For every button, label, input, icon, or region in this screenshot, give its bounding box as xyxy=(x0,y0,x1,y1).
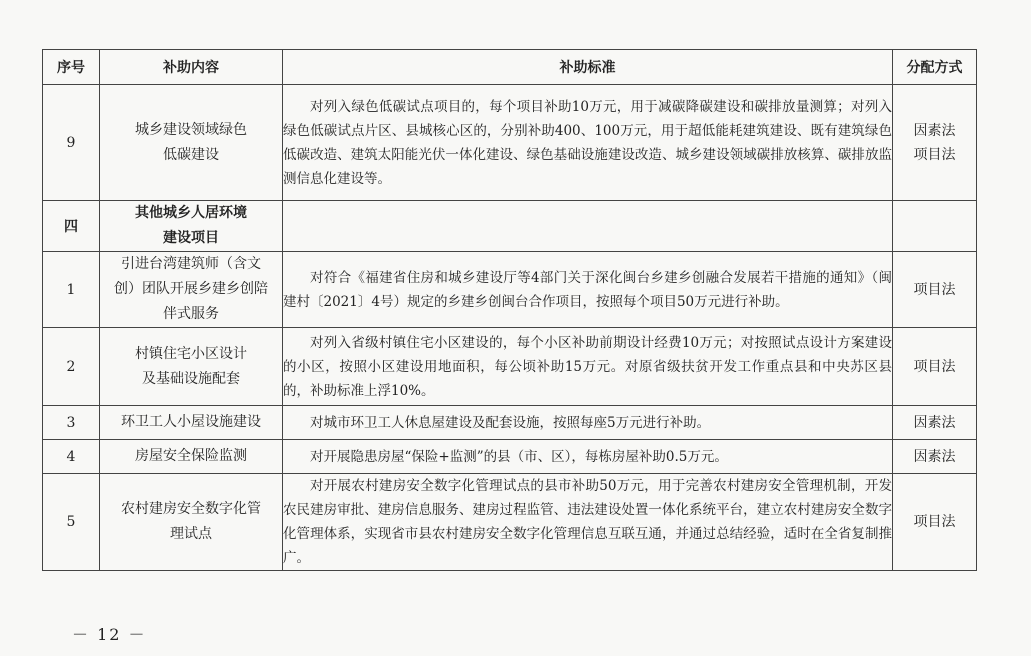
cell-content xyxy=(100,252,283,328)
content-line: 城乡建设领域绿色 xyxy=(135,121,247,138)
content-line: 理试点 xyxy=(170,526,212,542)
cell-content xyxy=(100,440,283,474)
content-line: 及基础设施配套 xyxy=(142,370,240,387)
method-line: 因素法 xyxy=(913,122,956,139)
content-line: 房屋安全保险监测 xyxy=(135,448,247,464)
content-line: 其他城乡人居环境 xyxy=(135,205,247,221)
cell-standard xyxy=(283,85,893,201)
table-row xyxy=(43,201,977,252)
cell-standard xyxy=(283,474,893,571)
cell-standard xyxy=(283,252,893,328)
cell-method xyxy=(893,328,977,406)
cell-standard xyxy=(283,201,893,252)
table-body xyxy=(43,85,977,571)
table-row xyxy=(43,85,977,201)
method-line: 项目法 xyxy=(913,514,956,530)
header-seq: 序号 xyxy=(43,50,100,85)
cell-seq: 2 xyxy=(43,328,100,406)
cell-content xyxy=(100,201,283,252)
method-line: 项目法 xyxy=(913,358,956,375)
content-line: 创）团队开展乡建乡创陪 xyxy=(114,281,268,297)
cell-seq: 5 xyxy=(43,474,100,571)
content-line: 环卫工人小屋设施建设 xyxy=(121,414,261,430)
method-line: 因素法 xyxy=(913,448,956,465)
table-row xyxy=(43,328,977,406)
content-line: 农村建房安全数字化管 xyxy=(121,501,261,517)
cell-content xyxy=(100,474,283,571)
method-line: 项目法 xyxy=(913,281,956,298)
content-line: 低碳建设 xyxy=(163,146,219,163)
header-standard: 补助标准 xyxy=(283,50,893,85)
standard-text: 对城市环卫工人休息屋建设及配套设施，按照每座5万元进行补助。 xyxy=(310,414,711,431)
cell-standard xyxy=(283,406,893,440)
table-row xyxy=(43,440,977,474)
content-line: 村镇住宅小区设计 xyxy=(135,345,247,362)
cell-method xyxy=(893,406,977,440)
subsidy-table xyxy=(42,49,977,571)
cell-seq: 4 xyxy=(43,440,100,474)
cell-content xyxy=(100,85,283,201)
standard-text: 对列入绿色低碳试点项目的，每个项目补助10万元，用于减碳降碳建设和碳排放量测算；对列入绿色低碳试点片区、县城核心区的，分别补助400、100万元，用于超低能耗建筑建设、既有建筑绿色低碳改造、建筑太阳能光伏一体化建设、绿色基础设施建设改造、城乡建设领域碳排放核算、碳排放监测信息化建设等。 xyxy=(283,98,892,187)
table-row xyxy=(43,252,977,328)
cell-method xyxy=(893,201,977,252)
table-row xyxy=(43,474,977,571)
content-line: 建设项目 xyxy=(163,230,219,246)
header-method: 分配方式 xyxy=(893,50,977,85)
cell-method xyxy=(893,252,977,328)
standard-text: 对开展农村建房安全数字化管理试点的县市补助50万元，用于完善农村建房安全管理机制，开发农民建房审批、建房信息服务、建房过程监管、违法建设处置一体化系统平台，建立农村建房安全数字化管理体系，实现省市县农村建房安全数字化管理信息互联互通，并通过总结经验，适时在全省复制推广。 xyxy=(283,478,892,566)
cell-method xyxy=(893,85,977,201)
table-row xyxy=(43,406,977,440)
cell-method xyxy=(893,440,977,474)
cell-seq: 3 xyxy=(43,406,100,440)
table-header-row xyxy=(43,50,977,85)
cell-standard xyxy=(283,440,893,474)
cell-standard xyxy=(283,328,893,406)
cell-content xyxy=(100,406,283,440)
method-line: 因素法 xyxy=(913,414,956,431)
cell-method xyxy=(893,474,977,571)
standard-text: 对列入省级村镇住宅小区建设的，每个小区补助前期设计经费10万元；对按照试点设计方案建设的小区，按照小区建设用地面积，每公顷补助15万元。对原省级扶贫开发工作重点县和中央苏区县的，补助标准上浮10%。 xyxy=(283,334,892,399)
content-line: 伴式服务 xyxy=(163,306,219,322)
cell-seq: 9 xyxy=(43,85,100,201)
cell-seq: 1 xyxy=(43,252,100,328)
method-line: 项目法 xyxy=(913,146,956,163)
cell-seq: 四 xyxy=(43,201,100,252)
content-line: 引进台湾建筑师（含文 xyxy=(121,256,261,272)
standard-text: 对符合《福建省住房和城乡建设厅等4部门关于深化闽台乡建乡创融合发展若干措施的通知》（闽建村〔2021〕4号）规定的乡建乡创闽台合作项目，按照每个项目50万元进行补助。 xyxy=(283,269,892,310)
page-number: － 12 － xyxy=(72,625,147,644)
cell-content xyxy=(100,328,283,406)
standard-text: 对开展隐患房屋“保险+监测”的县（市、区），每栋房屋补助0.5万元。 xyxy=(310,448,728,465)
header-content: 补助内容 xyxy=(100,50,283,85)
